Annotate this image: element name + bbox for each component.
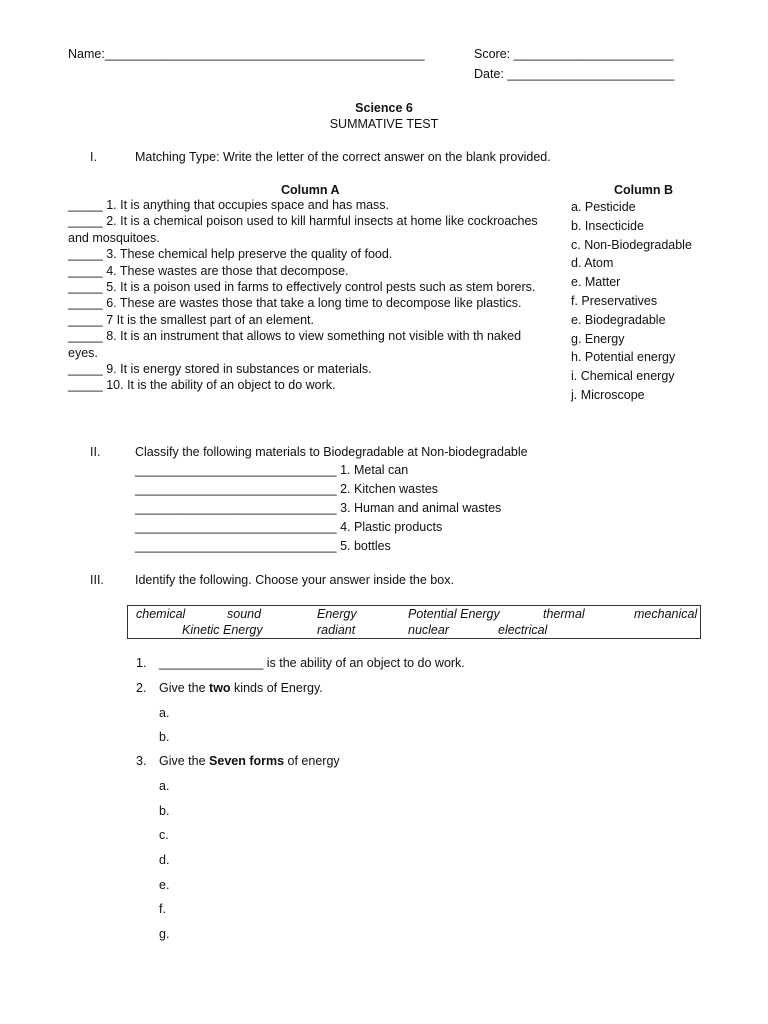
answer-line[interactable]: g. <box>159 927 170 941</box>
column-a-item[interactable]: _____ 8. It is an instrument that allows to view something not visible with th naked eyes. <box>68 329 522 360</box>
answer-line[interactable]: c. <box>159 828 169 842</box>
word-bank-word: Energy <box>317 607 357 621</box>
column-b-item: g. Energy <box>571 331 625 346</box>
word-bank-word: thermal <box>543 607 585 621</box>
test-title: SUMMATIVE TEST <box>329 117 439 131</box>
column-b-list <box>571 198 692 405</box>
classify-item[interactable]: _____________________________ 1. Metal can <box>135 463 409 477</box>
question-text: Give the <box>159 681 210 695</box>
question-text: Give the <box>159 754 210 768</box>
section2-number: II. <box>90 445 101 459</box>
column-b-item: e. Matter <box>571 275 621 290</box>
question-text: kinds of Energy. <box>230 681 323 695</box>
subject-title: Science 6 <box>355 101 413 115</box>
column-b-item: d. Atom <box>571 256 614 271</box>
column-b-item: b. Insecticide <box>571 218 644 233</box>
section3-instruction: Identify the following. Choose your answer inside the box. <box>135 573 454 587</box>
section1-number: I. <box>90 150 97 164</box>
question-emphasis: Seven forms <box>209 754 285 768</box>
question-text: is the ability of an object to do work. <box>263 656 465 670</box>
answer-line[interactable]: d. <box>159 853 170 867</box>
score-field[interactable]: Score: _______________________ <box>474 47 674 61</box>
column-a-title: Column A <box>281 183 340 197</box>
word-bank-box <box>127 605 701 639</box>
question-number: 3. <box>136 754 147 768</box>
classify-item[interactable]: _____________________________ 3. Human and animal wastes <box>135 501 502 515</box>
word-bank-word: Kinetic Energy <box>182 623 263 637</box>
column-a-item[interactable]: _____ 3. These chemical help preserve the quality of food. <box>68 247 393 262</box>
answer-line[interactable]: a. <box>159 706 170 720</box>
column-b-item: c. Non-Biodegradable <box>571 237 692 252</box>
question-3 <box>159 754 340 768</box>
column-a-item[interactable]: _____ 9. It is energy stored in substances or materials. <box>68 362 372 377</box>
section3-number: III. <box>90 573 104 587</box>
column-a-item[interactable]: _____ 1. It is anything that occupies space and has mass. <box>68 198 390 212</box>
question-number: 1. <box>136 656 147 670</box>
column-a-item[interactable]: _____ 6. These are wastes those that take a long time to decompose like plastics. <box>68 296 522 311</box>
column-a-item[interactable]: _____ 4. These wastes are those that decompose. <box>68 263 349 278</box>
question-emphasis: two <box>209 681 231 695</box>
classify-item[interactable]: _____________________________ 4. Plastic products <box>135 520 443 534</box>
column-a-item[interactable]: _____ 2. It is a chemical poison used to kill harmful insects at home like cockroaches and mosquitoes. <box>68 214 538 245</box>
section2-instruction: Classify the following materials to Biodegradable at Non-biodegradable <box>135 445 528 459</box>
question-number: 2. <box>136 681 147 695</box>
answer-line[interactable]: b. <box>159 730 170 744</box>
column-b-title: Column B <box>614 183 674 197</box>
word-bank-word: nuclear <box>408 623 449 637</box>
classify-item[interactable]: _____________________________ 2. Kitchen wastes <box>135 482 439 496</box>
answer-line[interactable]: a. <box>159 779 170 793</box>
date-field[interactable]: Date: ________________________ <box>474 67 675 81</box>
question-2 <box>159 681 323 695</box>
column-b-item: h. Potential energy <box>571 350 676 365</box>
column-a-item[interactable]: _____ 10. It is the ability of an object to do work. <box>68 378 336 393</box>
column-a-item[interactable]: _____ 7 It is the smallest part of an element. <box>68 312 314 327</box>
word-bank-word: radiant <box>317 623 356 637</box>
column-a-item[interactable]: _____ 5. It is a poison used in farms to effectively control pests such as stem borers. <box>68 280 536 295</box>
question-1 <box>159 656 465 670</box>
word-bank-word: Potential Energy <box>408 607 500 621</box>
answer-blank[interactable]: _______________ <box>159 656 264 670</box>
section1-instruction: Matching Type: Write the letter of the correct answer on the blank provided. <box>135 150 551 164</box>
column-a-list <box>68 197 538 394</box>
word-bank-word: sound <box>227 607 262 621</box>
answer-line[interactable]: e. <box>159 878 170 892</box>
column-b-item: i. Chemical energy <box>571 369 675 384</box>
name-field[interactable]: Name:______________________________________________ <box>68 47 425 61</box>
column-b-item: j. Microscope <box>571 387 645 402</box>
answer-line[interactable]: b. <box>159 804 170 818</box>
classify-item[interactable]: _____________________________ 5. bottles <box>135 539 391 553</box>
answer-line[interactable]: f. <box>159 902 166 916</box>
word-bank-word: mechanical <box>634 607 698 621</box>
word-bank-word: electrical <box>498 623 548 637</box>
question-text: of energy <box>284 754 340 768</box>
column-b-item: a. Pesticide <box>571 200 636 214</box>
column-b-item: f. Preservatives <box>571 293 658 308</box>
word-bank-word: chemical <box>136 607 186 621</box>
column-b-item: e. Biodegradable <box>571 312 666 327</box>
